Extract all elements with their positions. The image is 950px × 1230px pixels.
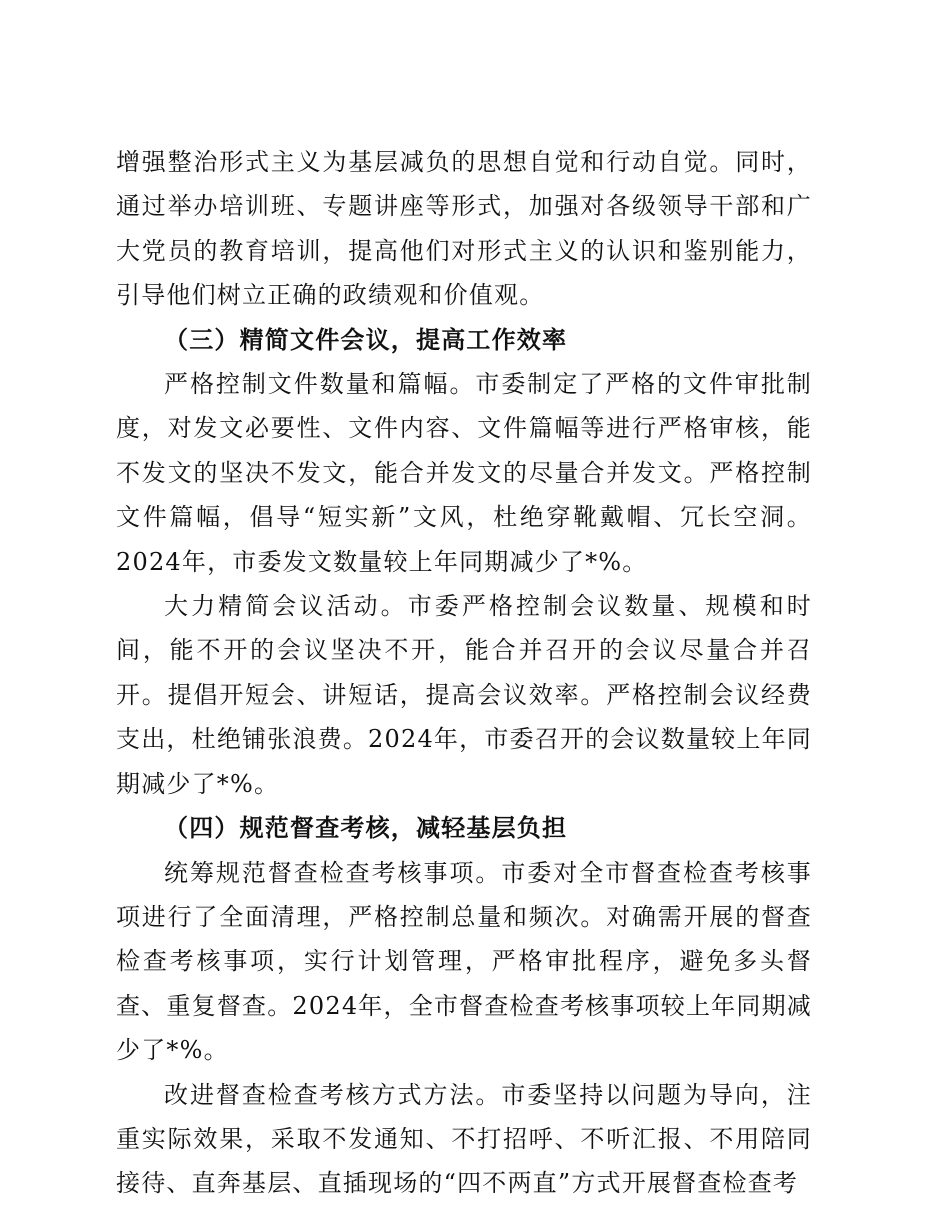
paragraph-ideological-awareness: 增强整治形式主义为基层减负的思想自觉和行动自觉。同时，通过举办培训班、专题讲座等形式，加强对各级领导干部和广大党员的教育培训，提高他们对形式主义的认识和鉴别能力，引导他们树立正确的政绩观和价值观。 — [116, 148, 812, 310]
paragraph-improve-inspection-methods: 改进督查检查考核方式方法。市委坚持以问题为导向，注重实际效果，采取不发通知、不打招呼、不听汇报、不用陪同接待、直奔基层、直插现场的“四不两直”方式开展督查检查考 — [116, 1080, 812, 1198]
section-heading-standardize-inspections: （四）规范督查考核，减轻基层负担 — [164, 813, 568, 843]
paragraph-control-documents: 严格控制文件数量和篇幅。市委制定了严格的文件审批制度，对发文必要性、文件内容、文件篇幅等进行严格审核，能不发文的坚决不发文，能合并发文的尽量合并发文。严格控制文件篇幅，倡导“短实新”文风，杜绝穿靴戴帽、冗长空洞。2024年，市委发文数量较上年同期减少了*%。 — [116, 370, 812, 576]
document-page — [116, 140, 812, 1206]
section-heading-streamline-documents-meetings: （三）精简文件会议，提高工作效率 — [164, 324, 568, 354]
paragraph-streamline-meetings: 大力精简会议活动。市委严格控制会议数量、规模和时间，能不开的会议坚决不开，能合并召开的会议尽量合并召开。提倡开短会、讲短话，提高会议效率。严格控制会议经费支出，杜绝铺张浪费。2024年，市委召开的会议数量较上年同期减少了*%。 — [116, 592, 812, 798]
paragraph-coordinate-inspections: 统筹规范督查检查考核事项。市委对全市督查检查考核事项进行了全面清理，严格控制总量和频次。对确需开展的督查检查考核事项，实行计划管理，严格审批程序，避免多头督查、重复督查。2024年，全市督查检查考核事项较上年同期减少了*%。 — [116, 858, 812, 1065]
